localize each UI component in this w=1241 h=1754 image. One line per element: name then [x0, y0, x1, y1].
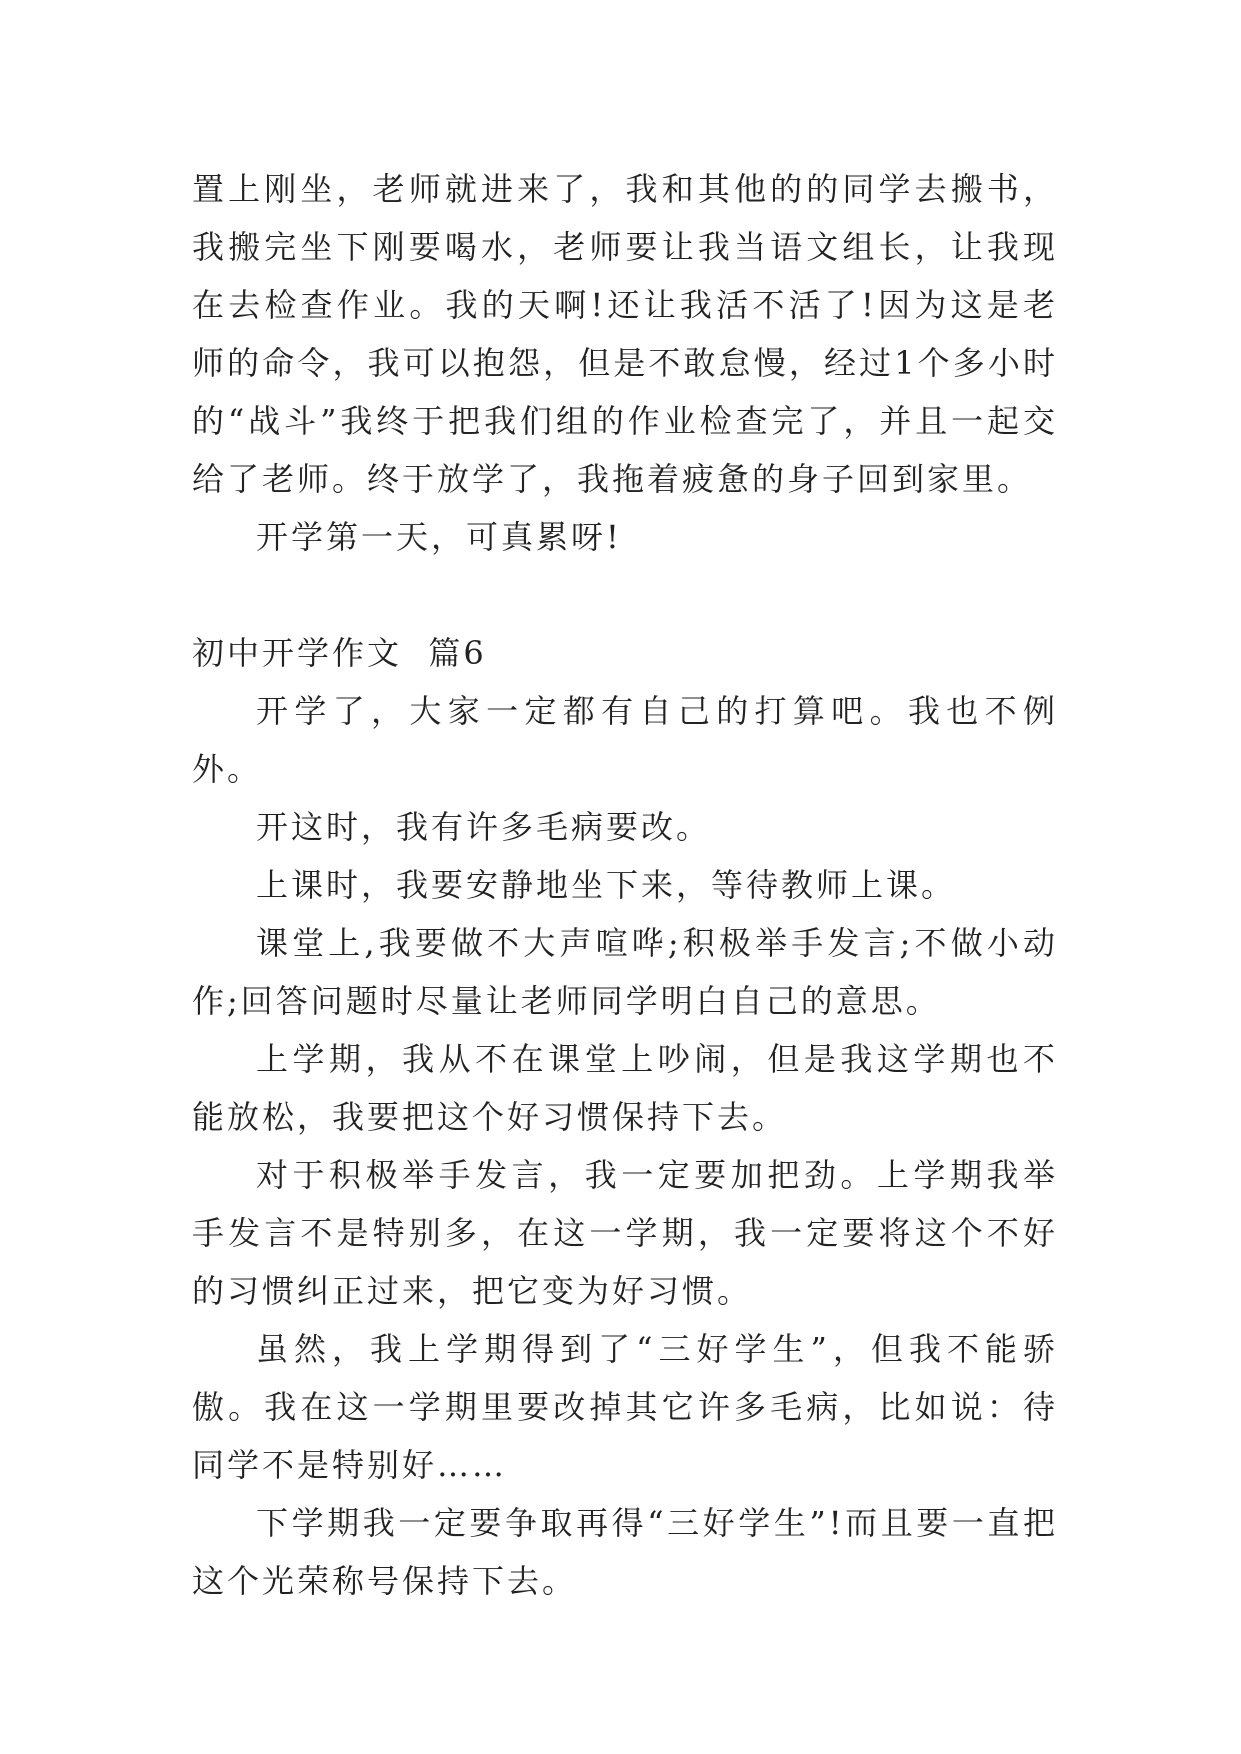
paragraph: 上课时，我要安静地坐下来，等待教师上课。: [256, 866, 957, 904]
paragraph: 开这时，我有许多毛病要改。: [256, 808, 712, 846]
paragraph: 对于积极举手发言，我一定要加把劲。上学期我举手发言不是特别多，在这一学期，我一定要将这个不好的习惯纠正过来，把它变为好习惯。: [192, 1156, 1058, 1310]
paragraph: 上学期，我从不在课堂上吵闹，但是我这学期也不能放松，我要把这个好习惯保持下去。: [192, 1040, 1058, 1136]
essay-body: [192, 160, 1058, 1610]
spacer: [192, 566, 1058, 624]
paragraph: 开学第一天，可真累呀!: [256, 518, 622, 556]
paragraph: 置上刚坐，老师就进来了，我和其他的的同学去搬书，我搬完坐下刚要喝水，老师要让我当语文组长，让我现在去检查作业。我的天啊!还让我活不活了!因为这是老师的命令，我可以抱怨，但是不敢怠慢，经过1个多小时的“战斗”我终于把我们组的作业检查完了，并且一起交给了老师。终于放学了，我拖着疲惫的身子回到家里。: [192, 170, 1058, 498]
paragraph: 下学期我一定要争取再得“三好学生”!而且要一直把这个光荣称号保持下去。: [192, 1504, 1058, 1600]
section-heading: 初中开学作文 篇6: [192, 634, 487, 672]
paragraph: 课堂上,我要做不大声喧哗;积极举手发言;不做小动作;回答问题时尽量让老师同学明白自己的意思。: [192, 924, 1058, 1020]
paragraph: 开学了，大家一定都有自己的打算吧。我也不例外。: [192, 692, 1058, 788]
paragraph: 虽然，我上学期得到了“三好学生”，但我不能骄傲。我在这一学期里要改掉其它许多毛病，比如说：待同学不是特别好……: [192, 1330, 1058, 1484]
